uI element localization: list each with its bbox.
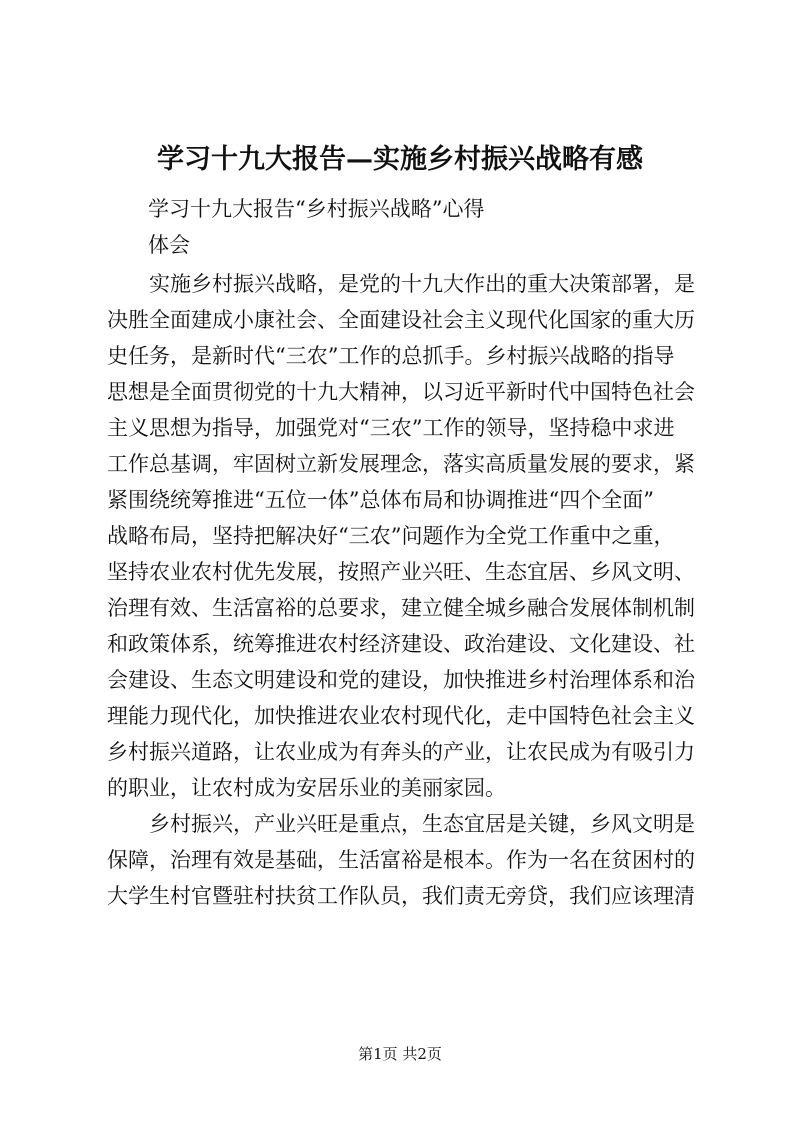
paragraph-1: [107, 266, 703, 806]
paragraph-line: 理能力现代化，加快推进农业农村现代化，走中国特色社会主义: [107, 704, 695, 728]
paragraph-line: 乡村振兴道路，让农业成为有奔头的产业，让农民成为有吸引力: [107, 740, 695, 764]
paragraph-2: [107, 806, 703, 914]
paragraph-line: 紧围绕统筹推进“五位一体”总体布局和协调推进“四个全面”: [107, 488, 654, 512]
paragraph-line: 决胜全面建成小康社会、全面建设社会主义现代化国家的重大历: [107, 308, 695, 332]
page-number-footer: 第1页 共2页: [358, 1045, 442, 1063]
paragraph-line: 大学生村官暨驻村扶贫工作队员，我们责无旁贷，我们应该理清: [107, 884, 695, 908]
document-subtitle-line2: 体会: [148, 233, 190, 257]
paragraph-line: 主义思想为指导，加强党对“三农”工作的领导，坚持稳中求进: [107, 416, 675, 440]
paragraph-line: 坚持农业农村优先发展，按照产业兴旺、生态宜居、乡风文明、: [107, 560, 695, 584]
paragraph-line: 保障，治理有效是基础，生活富裕是根本。作为一名在贫困村的: [107, 848, 695, 872]
paragraph-line: 的职业，让农村成为安居乐业的美丽家园。: [107, 776, 506, 800]
paragraph-line: 工作总基调，牢固树立新发展理念，落实高质量发展的要求，紧: [107, 452, 695, 476]
paragraph-line: 和政策体系，统筹推进农村经济建设、政治建设、文化建设、社: [107, 632, 695, 656]
paragraph-line: 史任务，是新时代“三农”工作的总抓手。乡村振兴战略的指导: [107, 344, 675, 368]
paragraph-line: 实施乡村振兴战略，是党的十九大作出的重大决策部署，是: [149, 272, 695, 296]
paragraph-line: 战略布局，坚持把解决好“三农”问题作为全党工作重中之重，: [107, 524, 675, 548]
paragraph-line: 思想是全面贯彻党的十九大精神，以习近平新时代中国特色社会: [107, 380, 695, 404]
document-title: 学习十九大报告—实施乡村振兴战略有感: [157, 144, 643, 175]
paragraph-line: 治理有效、生活富裕的总要求，建立健全城乡融合发展体制机制: [107, 596, 695, 620]
document-subtitle-line1: 学习十九大报告“乡村振兴战略”心得: [148, 197, 485, 221]
paragraph-line: 乡村振兴，产业兴旺是重点，生态宜居是关键，乡风文明是: [149, 812, 695, 836]
paragraph-line: 会建设、生态文明建设和党的建设，加快推进乡村治理体系和治: [107, 668, 695, 692]
